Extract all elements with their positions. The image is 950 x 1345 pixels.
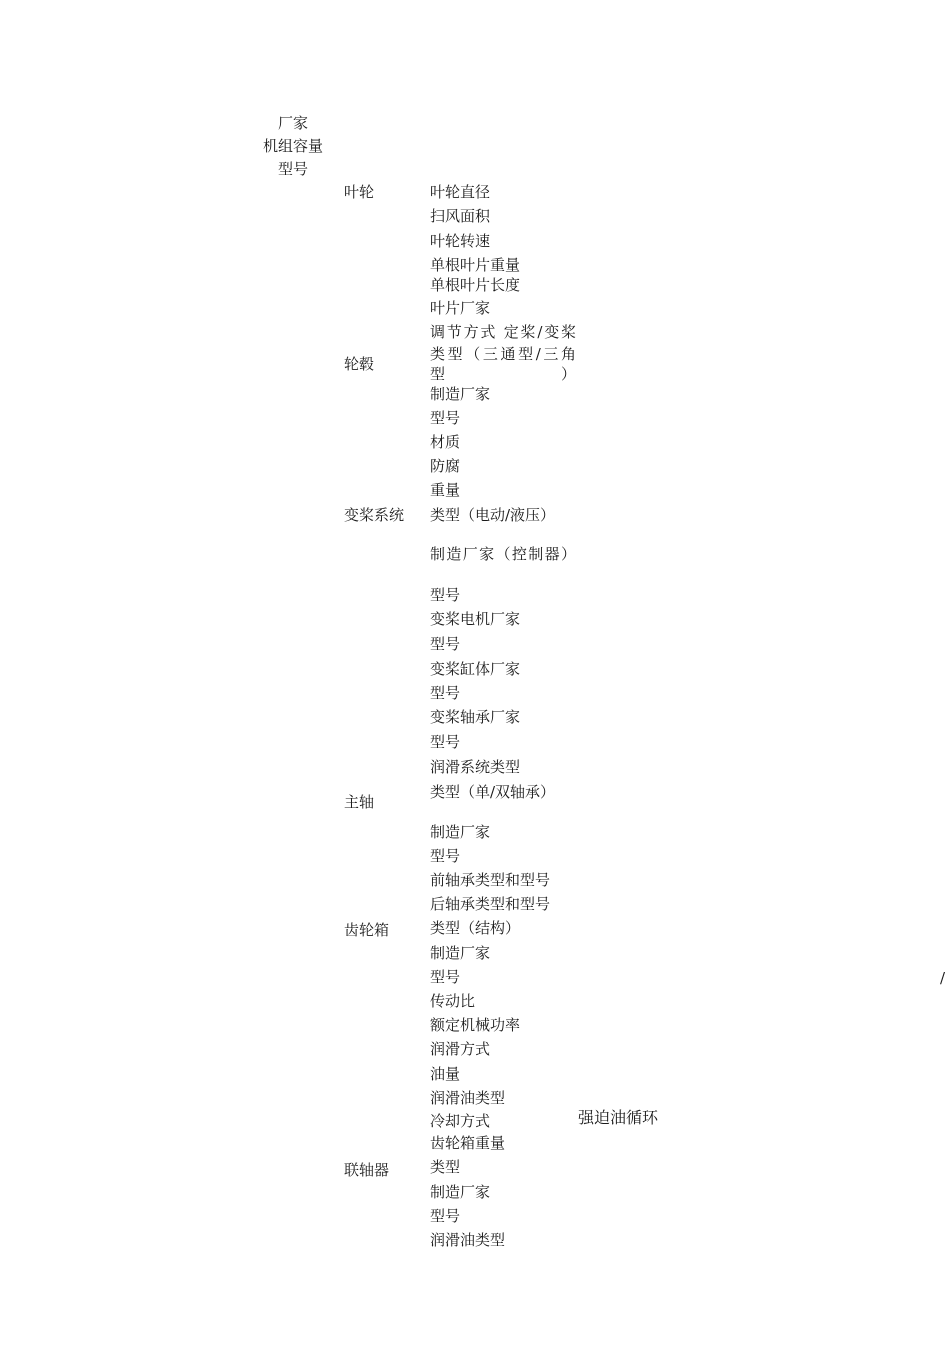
list-item: 后轴承类型和型号 — [430, 895, 551, 913]
header-unit-capacity: 机组容量 — [262, 137, 323, 155]
list-item: 型号 — [430, 635, 461, 653]
cooling-method-value: 强迫油循环 — [578, 1108, 659, 1127]
list-item: 冷却方式 — [430, 1112, 491, 1130]
header-model: 型号 — [277, 160, 308, 178]
list-item: 扫风面积 — [430, 207, 491, 225]
list-item: 叶轮转速 — [430, 232, 491, 250]
list-item: 制造厂家 — [430, 823, 491, 841]
list-item: 变桨缸体厂家 — [430, 660, 521, 678]
list-item: 型号 — [430, 1207, 461, 1225]
list-item: 润滑油类型 — [430, 1089, 506, 1107]
list-item: 型号 — [430, 409, 461, 427]
list-item: 变桨电机厂家 — [430, 610, 521, 628]
list-item: 类型（三通型/三角型） — [430, 345, 576, 383]
list-item: 单根叶片长度 — [430, 276, 521, 294]
list-item: 型号 — [430, 684, 461, 702]
list-item: 油量 — [430, 1065, 461, 1083]
list-item: 型号 — [430, 847, 461, 865]
edge-slash-mark: / — [940, 969, 946, 987]
list-item: 型号 — [430, 733, 461, 751]
list-item: 润滑方式 — [430, 1040, 491, 1058]
list-item: 类型（电动/液压） — [430, 506, 556, 524]
section-gearbox: 齿轮箱 — [344, 921, 390, 939]
list-item: 调节方式 定桨/变桨 — [430, 323, 576, 341]
list-item: 润滑系统类型 — [430, 758, 521, 776]
header-manufacturer: 厂家 — [277, 114, 308, 132]
list-item: 防腐 — [430, 457, 461, 475]
list-item: 润滑油类型 — [430, 1231, 506, 1249]
table-header — [256, 112, 330, 181]
list-item: 材质 — [430, 433, 461, 451]
list-item: 叶轮直径 — [430, 183, 491, 201]
list-item: 型号 — [430, 968, 461, 986]
section-rotor: 叶轮 — [344, 183, 375, 201]
list-item: 齿轮箱重量 — [430, 1134, 506, 1152]
list-item: 变桨轴承厂家 — [430, 708, 521, 726]
section-pitch-system: 变桨系统 — [344, 506, 405, 524]
list-item: 传动比 — [430, 992, 476, 1010]
list-item: 前轴承类型和型号 — [430, 871, 551, 889]
list-item: 制造厂家（控制器） — [430, 545, 576, 563]
list-item: 制造厂家 — [430, 944, 491, 962]
section-hub: 轮毂 — [344, 355, 375, 373]
list-item: 额定机械功率 — [430, 1016, 521, 1034]
list-item: 制造厂家 — [430, 1183, 491, 1201]
section-coupling: 联轴器 — [344, 1161, 390, 1179]
list-item: 单根叶片重量 — [430, 256, 521, 274]
list-item: 叶片厂家 — [430, 299, 491, 317]
section-main-shaft: 主轴 — [344, 793, 375, 811]
list-item: 类型 — [430, 1158, 461, 1176]
list-item: 制造厂家 — [430, 385, 491, 403]
list-item: 类型（单/双轴承） — [430, 783, 556, 801]
list-item: 型号 — [430, 586, 461, 604]
list-item: 重量 — [430, 481, 461, 499]
list-item: 类型（结构） — [430, 919, 521, 937]
